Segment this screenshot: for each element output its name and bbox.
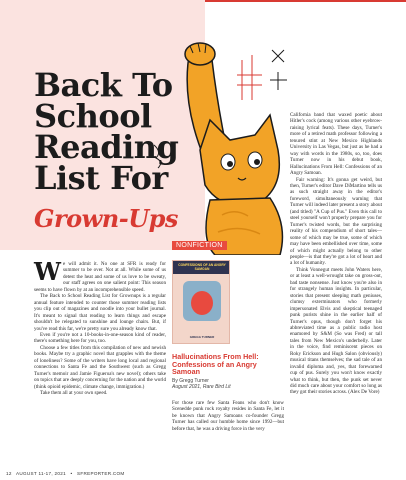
review-paragraph: Fair warning: It's gonna get weird, but then, Turner's editor Dave DiMartino tells us as such straight away in the editor's foreword, simultaneously warning that Turner will indeed later present a story about (and titled) "A Cup of Pus." Even this call to steel yourself won't properly prepare you for Turner's twisted words, but the surprising reality of his compendium of short tales—some of which may be true, some of which may have been embellished over time, some of which might actually belong to other people—is that they're got a lot of heart and a lot of humanity. [290, 176, 382, 267]
site-url: SFREPORTER.COM [77, 471, 125, 476]
review-paragraph: Think Vonnegut meets John Waters here, or at least a well-wrought take on gross-out, bad taste nonsense. Just know you're also in for strangely human insights. In particular, stories that present sleeping math geniuses, clumsy exterminators who formerly impersonated Elvis and skeptical teenaged punk purists shine in the earlier half of Turner's opus, though don't forget his abbreviated time as a public radio host enamored by S&M (So was Fred) or tall tales from New Mexico's underbelly. Later in the voice, find reminiscent pieces on Roky Erickson and Hugh Salon (obviously) musical titans themselves; the sad tale of an invalid diploma and, yes, that forewarned cup of pus. Surely you won't know exactly what to think, but then, the punk set never did much care about your comfort so long as they got their stories across. (Alex De Vore) [290, 266, 382, 396]
review-column-middle [172, 400, 284, 432]
review-paragraph: California band that waxed poetic about Hitler's cock (among various other eyebrow-raising lyrical feats). These days, Turner's more of a retired math professor following a tenured stint at New Mexico Highlands University in Las Vegas, but just as he had a way with words in the 1980s, so, too, does Turner now in his debut book, Hallucinations From Hell: Confessions of an Angry Samoan. [290, 112, 382, 177]
title-line: Reading [34, 128, 179, 166]
page-number: 12 [6, 471, 12, 476]
section-tag: NONFICTION [172, 241, 227, 250]
dropcap: W [34, 257, 61, 286]
doodle-decoration [150, 140, 172, 170]
book-cover-image [172, 260, 230, 344]
intro-paragraph: Even if you're not a 10-books-in-one-season kind of reader, there's something here for you, too. [34, 331, 166, 345]
page-footer: 12 AUGUST 11-17, 2021 • SFREPORTER.COM [6, 471, 125, 476]
intro-paragraph: The Back to School Reading List for Grownups is a regular annual feature intended to counter those summer reading lists you clip out of magazines and noodle into your bullet journal. It's meant to signal that reading to learn things and escape shouldn't be relegated to sunshine and lounge chairs. But, if you've read this far, we're pretty sure you already know that. [34, 293, 166, 332]
review-author: By Gregg Turner [172, 377, 209, 384]
intro-paragraph: Choose a few titles from this compilation of new and newish books. Maybe try a graphic novel that grapples with the theme of loneliness? Some of the writers have long local and regional connections to Santa Fe and the Southwest (such as Gregg Turner's memoir and Jamie Figueroa's new novel); others take on topics that are deeply concerning for the nation and the world (think opioid epidemic, climate change, immigration.) [34, 344, 166, 390]
review-title: Hallucinations From Hell: Confessions of an Angry Samoan [172, 352, 259, 377]
review-publication: August 2021, Rare Bird Lit [172, 383, 231, 390]
review-column-right [290, 112, 382, 396]
doodle-decoration [232, 40, 292, 110]
book-cover-title: CONFESSIONS OF AN ANGRY SAMOAN [178, 263, 226, 271]
title-line: Back To [34, 66, 173, 104]
title-line: List For [34, 159, 168, 197]
intro-column [34, 257, 166, 397]
review-paragraph: For those rare few Santa Feans who don't know Scenedde punk rock royalty resides in Santa Fe, let it be known that Angry Samoans co-founder Gregg Turner has called our humble home since 1992—but before that, he was a driving force in the very [172, 400, 284, 432]
book-cover-author: GREGG TURNER [189, 335, 215, 339]
issue-date: AUGUST 11-17, 2021 [16, 471, 66, 476]
intro-paragraph: Take them all at your own speed. [40, 390, 108, 397]
page-subtitle: Grown-Ups [34, 204, 178, 233]
review-header [172, 353, 284, 390]
title-line: School [34, 97, 152, 135]
intro-paragraph: We will admit it. No one at SFR is ready for summer to be over. Not at all. While some of us detest the heat and some of us love to be sweaty, our staff agrees on one salient point: This season seems to have flown by at an incomprehensible speed. [34, 257, 166, 293]
